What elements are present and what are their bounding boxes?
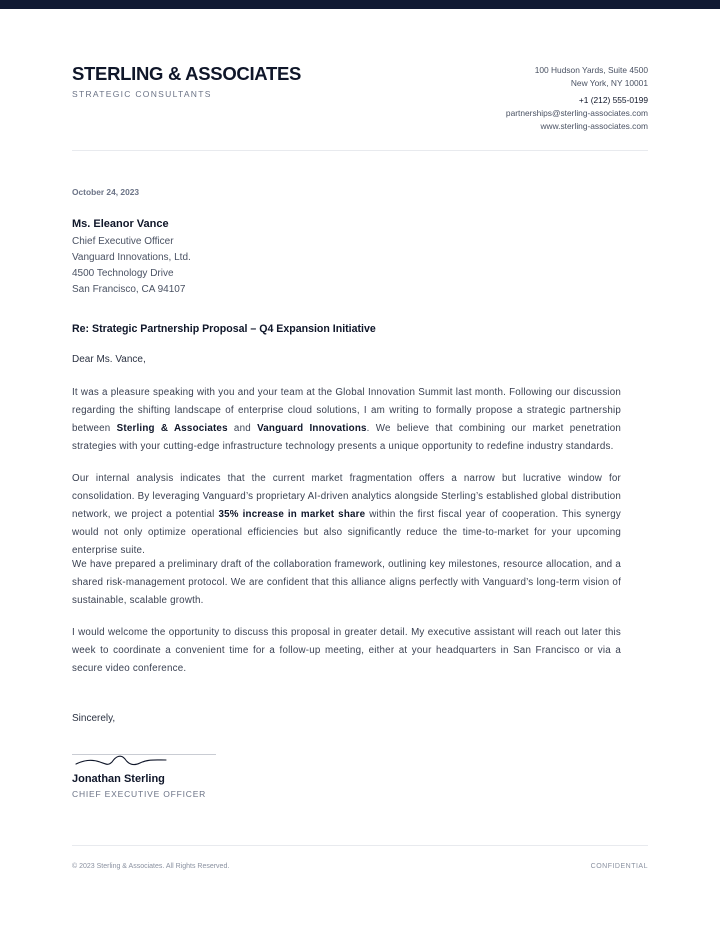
signer-name: Jonathan Sterling [72, 773, 165, 785]
address-line-2: New York, NY 10001 [570, 78, 648, 88]
salutation: Dear Ms. Vance, [72, 354, 146, 365]
body-paragraph-2: Our internal analysis indicates that the current market fragmentation offers a narrow but lucrative window for consolidation. By leveraging Vanguard’s proprietary AI-driven analytics alongside Sterling’s established global distribution network, we project a potential 35% increase in market share within the first fiscal year of cooperation. This synergy would not only optimize operational efficiencies but also significantly reduce the time-to-market for your upcoming enterprise suite. [72, 473, 622, 556]
signature-line [72, 754, 216, 755]
contact-block [506, 64, 648, 133]
recipient-city: San Francisco, CA 94107 [72, 284, 186, 295]
recipient-name: Ms. Eleanor Vance [72, 218, 169, 230]
signer-title: CHIEF EXECUTIVE OFFICER [72, 789, 207, 799]
body-paragraph-4: I would welcome the opportunity to discuss this proposal in greater detail. My executive assistant will reach out later this week to coordinate a convenient time for a follow-up meeting, either at your headquarters in San Francisco or via a secure video conference. [72, 627, 621, 674]
body-paragraph-3: We have prepared a preliminary draft of the collaboration framework, outlining key milestones, resource allocation, and a shared risk-management protocol. We are confident that this alliance aligns perfectly with Vanguard’s long-term vision of sustainable, scalable growth. [72, 559, 621, 606]
header-divider [72, 150, 648, 151]
recipient-title: Chief Executive Officer [72, 236, 174, 247]
website-url: www.sterling-associates.com [540, 121, 648, 131]
subject-line: Re: Strategic Partnership Proposal – Q4 Expansion Initiative [72, 323, 376, 335]
partner-name-sterling: Sterling & Associates [116, 423, 228, 434]
letter-date: October 24, 2023 [72, 187, 140, 197]
closing: Sincerely, [72, 713, 116, 724]
company-tagline: STRATEGIC CONSULTANTS [72, 89, 212, 99]
market-share-highlight: 35% increase in market share [218, 509, 366, 520]
header-accent-bar [0, 0, 720, 9]
recipient-block [72, 217, 191, 298]
company-name: STERLING & ASSOCIATES [72, 63, 302, 84]
body-paragraph-1: It was a pleasure speaking with you and your team at the Global Innovation Summit last month. Following our discussion regarding the shifting landscape of enterprise cloud solutions, I am writing to formally propose a strategic partnership between Sterling & Associates and Vanguard Innovations. We believe that combining our market penetration strategies with your cutting-edge infrastructure technology presents a unique opportunity to redefine industry standards. [72, 387, 621, 452]
footer-copyright: © 2023 Sterling & Associates. All Rights Reserved. [72, 863, 230, 870]
recipient-street: 4500 Technology Drive [72, 268, 174, 279]
email-address: partnerships@sterling-associates.com [505, 108, 648, 118]
partner-name-vanguard: Vanguard Innovations [257, 423, 367, 434]
address-line-1: 100 Hudson Yards, Suite 4500 [534, 65, 648, 75]
recipient-company: Vanguard Innovations, Ltd. [72, 252, 191, 263]
footer-divider [72, 845, 648, 846]
phone-number: +1 (212) 555-0199 [578, 95, 648, 105]
footer-confidential-label: CONFIDENTIAL [590, 863, 648, 870]
